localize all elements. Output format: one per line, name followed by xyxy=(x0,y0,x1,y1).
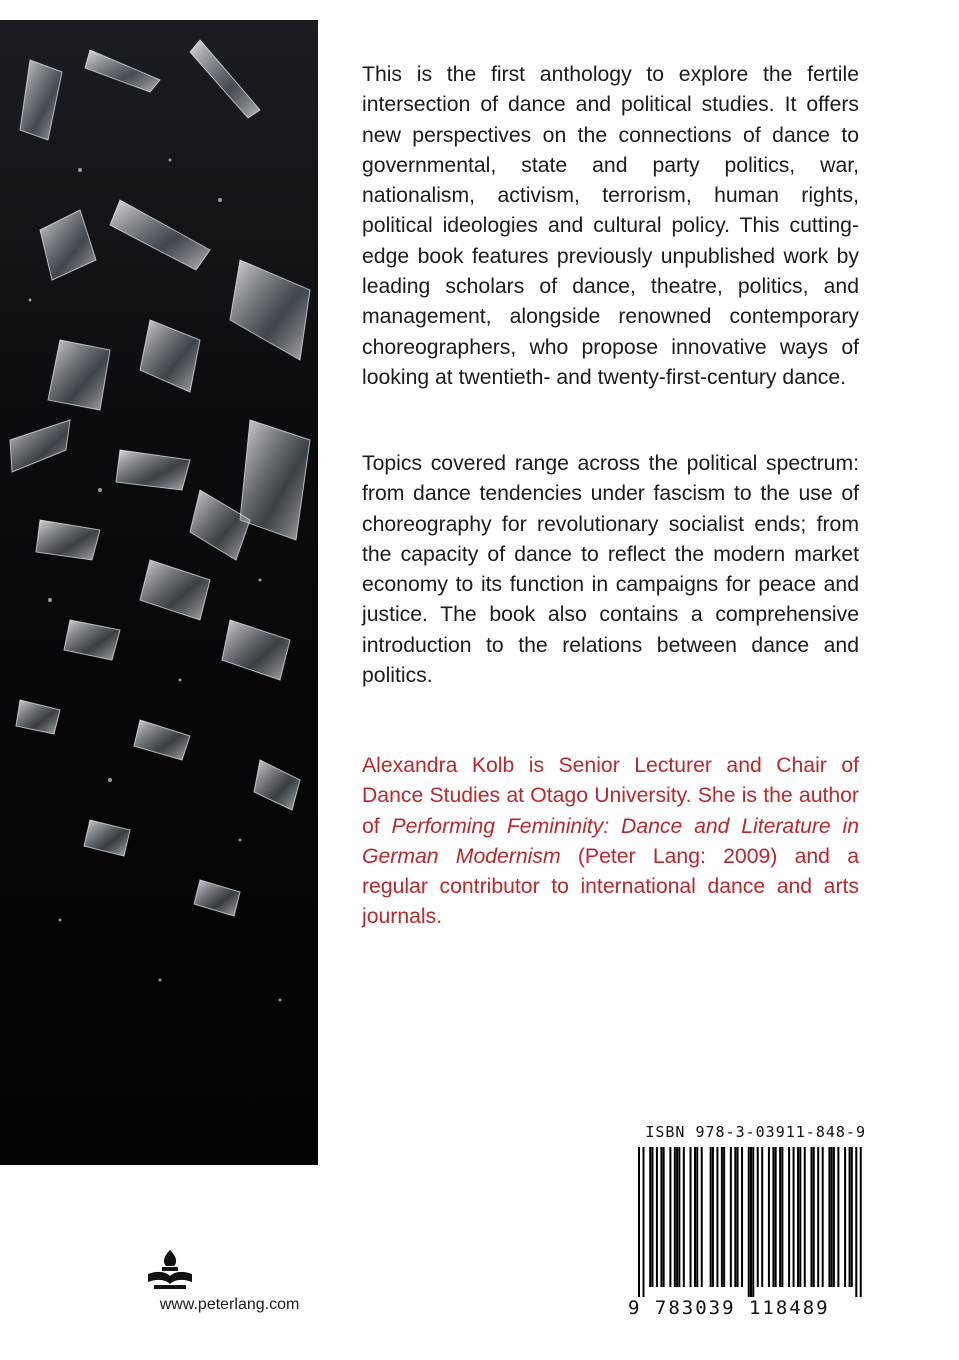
isbn-barcode-block xyxy=(628,1123,866,1325)
barcode-bar xyxy=(676,1147,678,1287)
barcode-bar xyxy=(860,1147,862,1297)
author-bio-text-start: Alexandra Kolb is Senior Lecturer and Chair of Dance Studies at Otago University. She is the author of xyxy=(362,754,859,838)
barcode-bar xyxy=(757,1147,759,1287)
barcode-bar xyxy=(817,1147,819,1287)
barcode-bar xyxy=(716,1147,718,1287)
barcode-bar xyxy=(855,1147,857,1297)
barcode-bar xyxy=(750,1147,752,1297)
barcode-bar xyxy=(810,1147,812,1287)
barcode-bar xyxy=(844,1147,846,1287)
barcode-bar xyxy=(734,1147,736,1287)
author-bio xyxy=(362,751,859,933)
description-paragraph-1: This is the first anthology to explore the fertile intersection of dance and political studies. It offers new perspectives on the connections of dance to governmental, state and party politics, war, nationalism, activism, terrorism, human rights, political ideologies and cultural policy. This cutting-edge book features previously unpublished work by leading scholars of dance, theatre, politics, and management, alongside renowned contemporary choreographers, who propose innovative ways of looking at twentieth- and twenty-first-century dance. xyxy=(362,63,859,389)
barcode-bar xyxy=(828,1147,830,1287)
barcode-bar xyxy=(779,1147,781,1287)
barcode-bar xyxy=(831,1147,833,1287)
barcode-bar xyxy=(723,1147,725,1287)
barcode-bar xyxy=(851,1147,853,1287)
barcode-bar xyxy=(674,1147,676,1287)
barcode-bar xyxy=(651,1147,653,1287)
barcode-bar xyxy=(678,1147,680,1287)
barcode-bar xyxy=(638,1147,640,1297)
isbn-label: ISBN 978-3-03911-848-9 xyxy=(645,1123,866,1141)
barcode xyxy=(638,1147,862,1297)
barcode-bar xyxy=(752,1147,754,1297)
barcode-bar xyxy=(669,1147,671,1287)
barcode-bar xyxy=(694,1147,696,1287)
barcode-bar xyxy=(663,1147,665,1287)
barcode-digits: 9 783039 118489 xyxy=(628,1297,830,1319)
glass-shards-illustration xyxy=(0,20,318,1165)
author-bio-text-end: (Peter Lang: 2009) and a regular contributor to international dance and arts journals. xyxy=(362,844,859,929)
barcode-bar xyxy=(683,1147,685,1287)
barcode-bar xyxy=(768,1147,770,1287)
barcode-bar xyxy=(804,1147,806,1287)
publisher-website: www.peterlang.com xyxy=(159,1296,300,1313)
barcode-bar xyxy=(822,1147,824,1287)
barcode-bar xyxy=(721,1147,723,1287)
description-paragraph-2: Topics covered range across the political spectrum: from dance tendencies under fascism to the use of choreography for revolutionary socialist ends; from the capacity of dance to reflect the modern market economy to its function in campaigns for peace and justice. The book also contains a comprehensive introduction to the relations between dance and politics. xyxy=(362,452,859,688)
barcode-bar xyxy=(837,1147,839,1287)
barcode-bar xyxy=(748,1147,750,1297)
barcode-bar xyxy=(690,1147,692,1287)
barcode-bar xyxy=(696,1147,698,1287)
author-book-title: Performing Femininity: Dance and Literature in German Modernism xyxy=(362,814,859,868)
barcode-bar xyxy=(701,1147,703,1287)
barcode-bar xyxy=(649,1147,651,1287)
barcode-bar xyxy=(710,1147,712,1287)
barcode-bar xyxy=(775,1147,777,1287)
barcode-bar xyxy=(761,1147,763,1287)
cover-photo-shattered-glass xyxy=(0,20,318,1165)
barcode-bar xyxy=(849,1147,851,1287)
barcode-bar xyxy=(781,1147,783,1287)
barcode-bar xyxy=(797,1147,799,1287)
peter-lang-logo-icon xyxy=(140,1248,200,1290)
barcode-bar xyxy=(833,1147,835,1287)
barcode-bar xyxy=(813,1147,815,1287)
publisher-logo-graphic xyxy=(140,1248,200,1290)
barcode-bar xyxy=(799,1147,801,1287)
barcode-bar xyxy=(772,1147,774,1287)
barcode-bar xyxy=(737,1147,739,1287)
barcode-bar xyxy=(788,1147,790,1287)
barcode-bar xyxy=(741,1147,743,1287)
barcode-bar xyxy=(793,1147,795,1287)
barcode-bar xyxy=(642,1147,644,1297)
barcode-bar xyxy=(656,1147,658,1287)
barcode-bar xyxy=(712,1147,714,1287)
barcode-bar xyxy=(660,1147,662,1287)
barcode-bar xyxy=(730,1147,732,1287)
